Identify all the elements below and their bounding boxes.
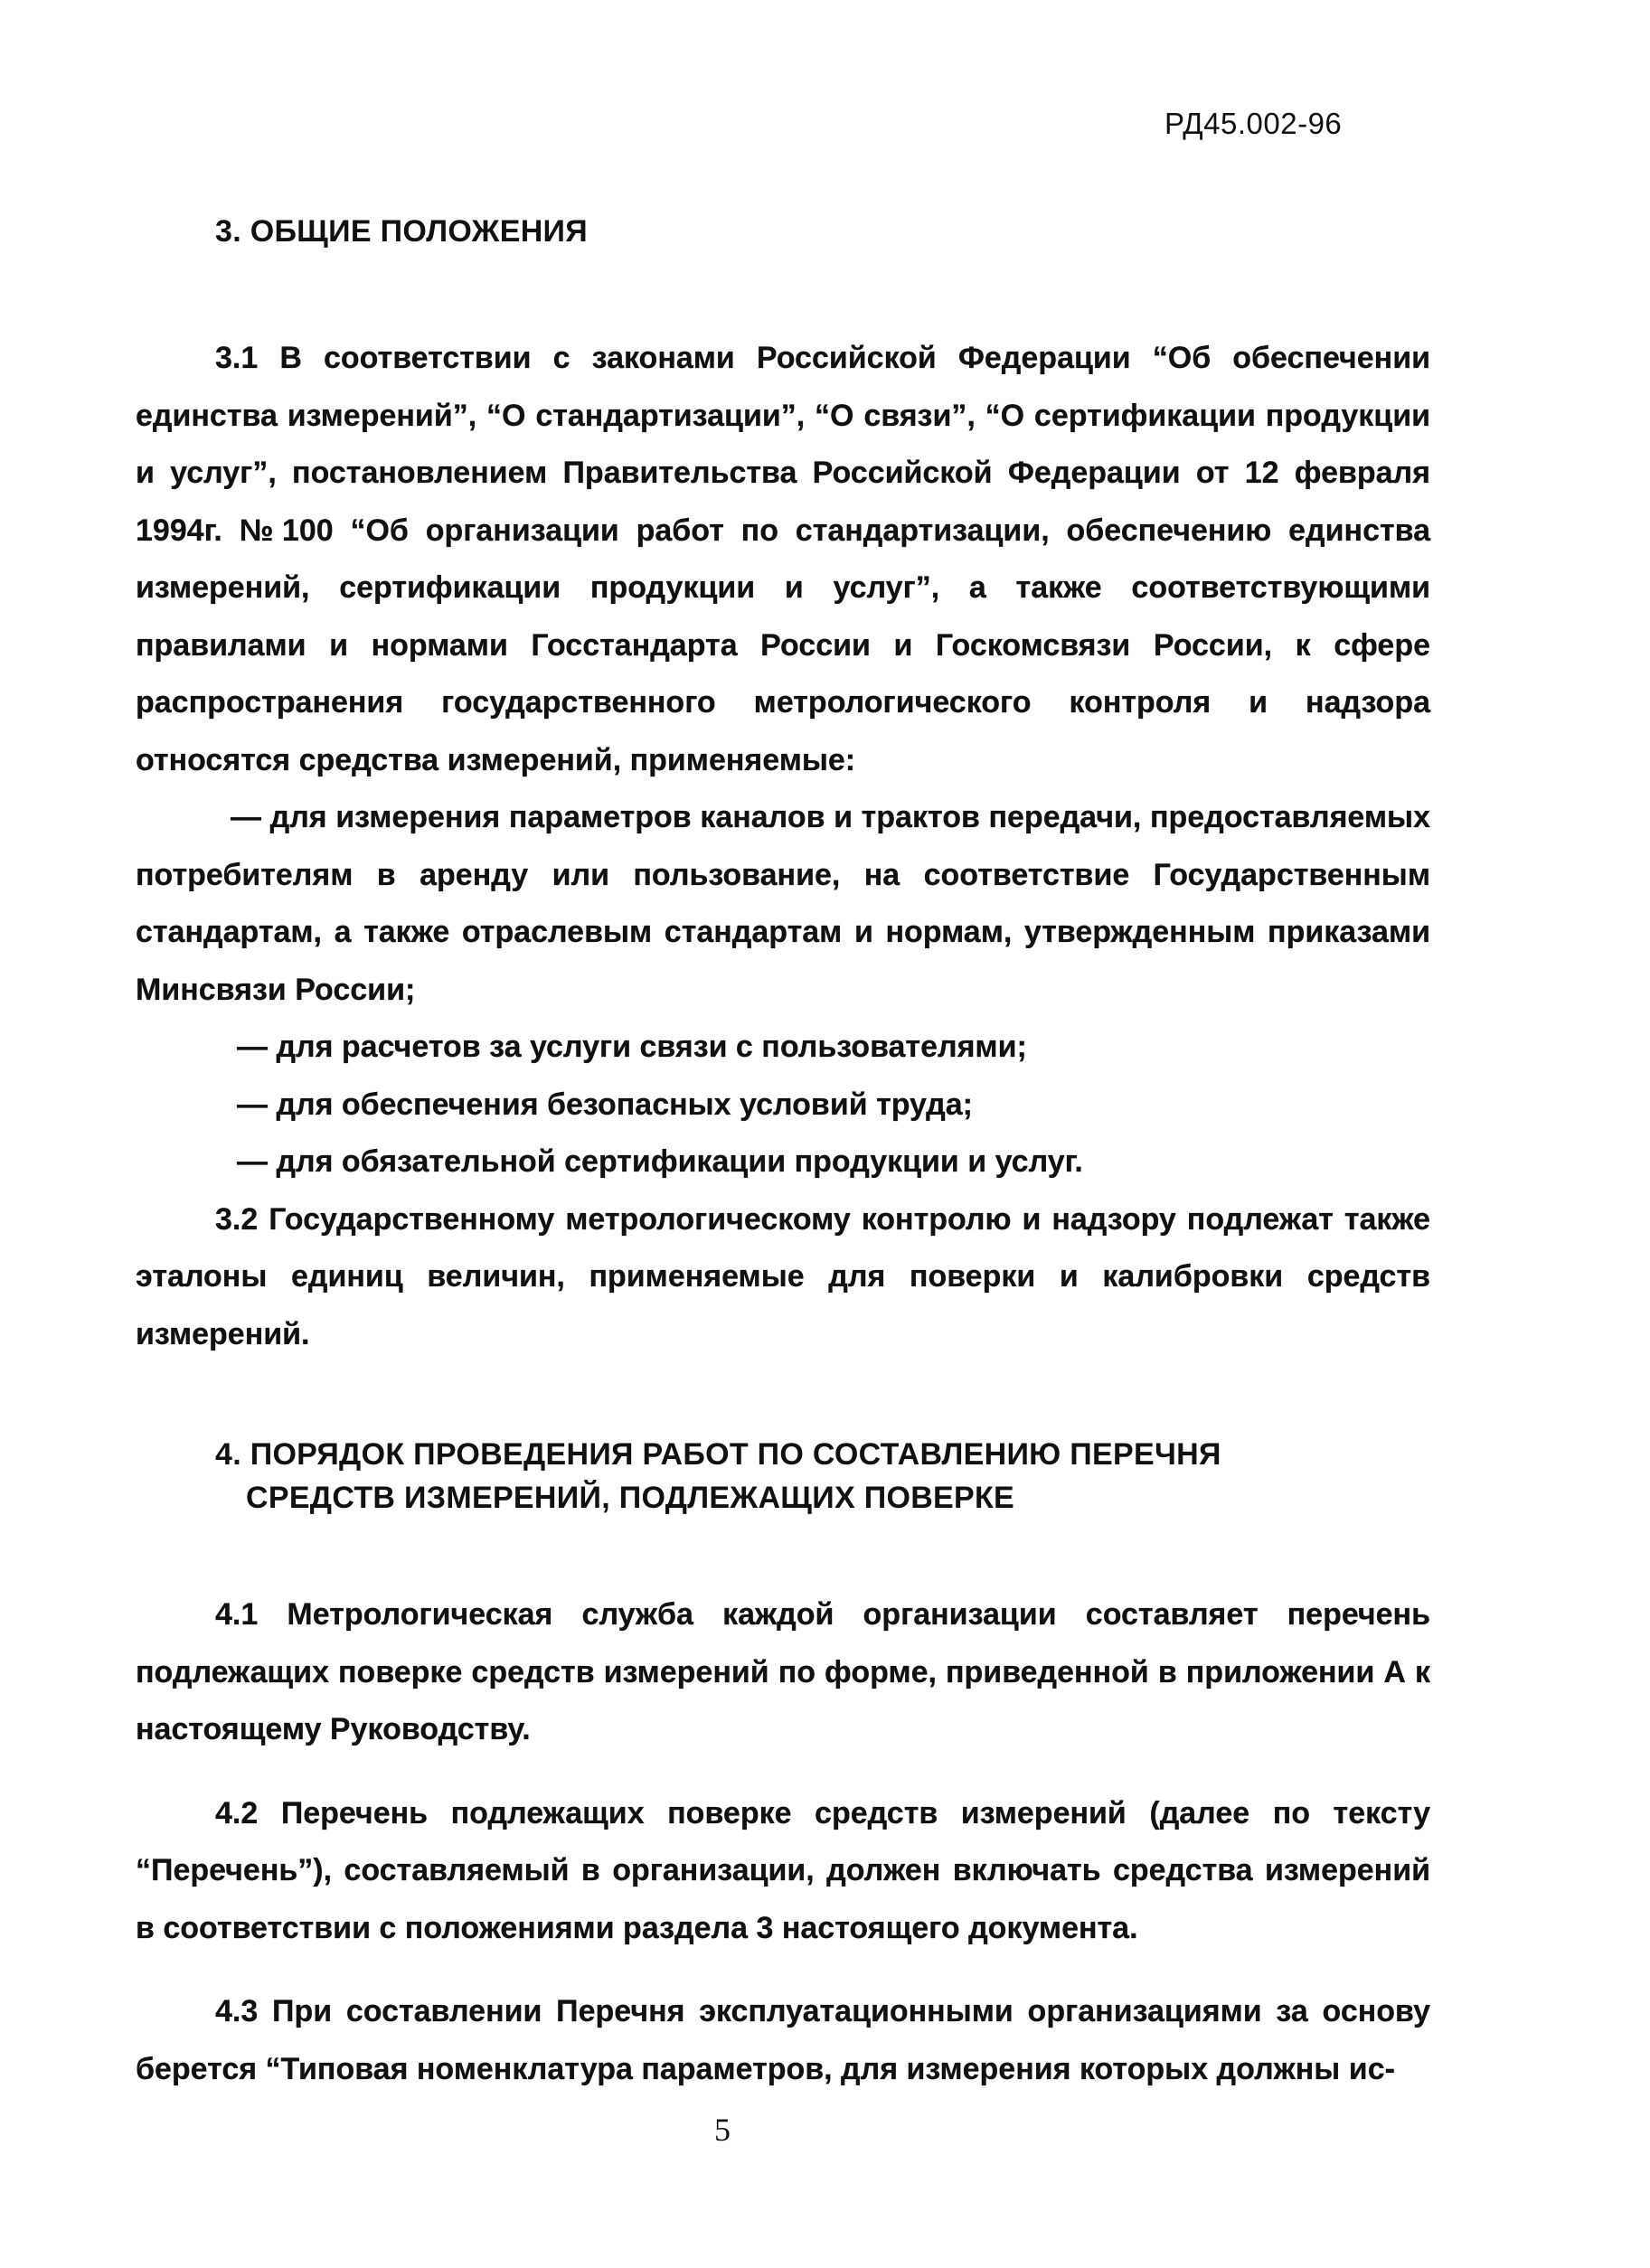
page-number: 5 — [714, 2112, 731, 2148]
section-4-title — [215, 1433, 1221, 1520]
paragraph-3-2: 3.2 Государственному метрологическому контролю и надзору подлежат также эталоны единиц величин, применяемые для поверки и калибровки средств измерений. — [136, 1201, 1430, 1351]
section-3-title: 3. ОБЩИЕ ПОЛОЖЕНИЯ — [215, 214, 589, 249]
section-4-title-line-1: 4. ПОРЯДОК ПРОВЕДЕНИЯ РАБОТ ПО СОСТАВЛЕНИЮ ПЕРЕЧНЯ — [215, 1437, 1221, 1472]
paragraph-4-2: 4.2 Перечень подлежащих поверке средств измерений (далее по тексту “Перечень”), составляемый в организации, должен включать средства измерений в соответствии с положениями раздела 3 настоящего документа. — [136, 1795, 1430, 1945]
paragraph-4-3: 4.3 При составлении Перечня эксплуатационными организациями за основу берется “Типовая номенклатура параметров, для измерения которых должны ис- — [136, 1994, 1430, 2086]
section-4-body — [136, 1586, 1430, 2098]
list-item-dash-2: — для расчетов за услуги связи с пользователями; — [237, 1030, 1027, 1064]
section-3-body — [136, 330, 1430, 1363]
list-item-dash-3: — для обеспечения безопасных условий труда; — [237, 1087, 973, 1122]
section-4-title-line-2: СРЕДСТВ ИЗМЕРЕНИЙ, ПОДЛЕЖАЩИХ ПОВЕРКЕ — [246, 1481, 1015, 1515]
document-code: РД45.002-96 — [1164, 107, 1343, 140]
paragraph-4-1: 4.1 Метрологическая служба каждой организации составляет перечень подлежащих поверке средств измерений по форме, приведенной в приложении А к настоящему Руководству. — [136, 1597, 1430, 1746]
paragraph-3-1: 3.1 В соответствии с законами Российской Федерации “Об обеспечении единства измерений”, “О стандартизации”, “О связи”, “О сертификации продукции и услуг”, постановлением Правительства Российской Федерации от 12 февраля 1994г. №100 “Об организации работ по стандартизации, обеспечению единства измерений, сертификации продукции и услуг”, а также соответствующими правилами и нормами Госстандарта России и Госкомсвязи России, к сфере распространения государственного метрологического контроля и надзора относятся средства измерений, применяемые: — [136, 341, 1430, 777]
list-item-dash-4: — для обязательной сертификации продукции и услуг. — [237, 1144, 1083, 1179]
list-item-dash-1: — для измерения параметров каналов и трактов передачи, предоставляемых потребителям в аренду или пользование, на соответствие Государственным стандартам, а также отраслевым стандартам и нормам, утвержденным приказами Минсвязи России; — [136, 800, 1430, 1007]
